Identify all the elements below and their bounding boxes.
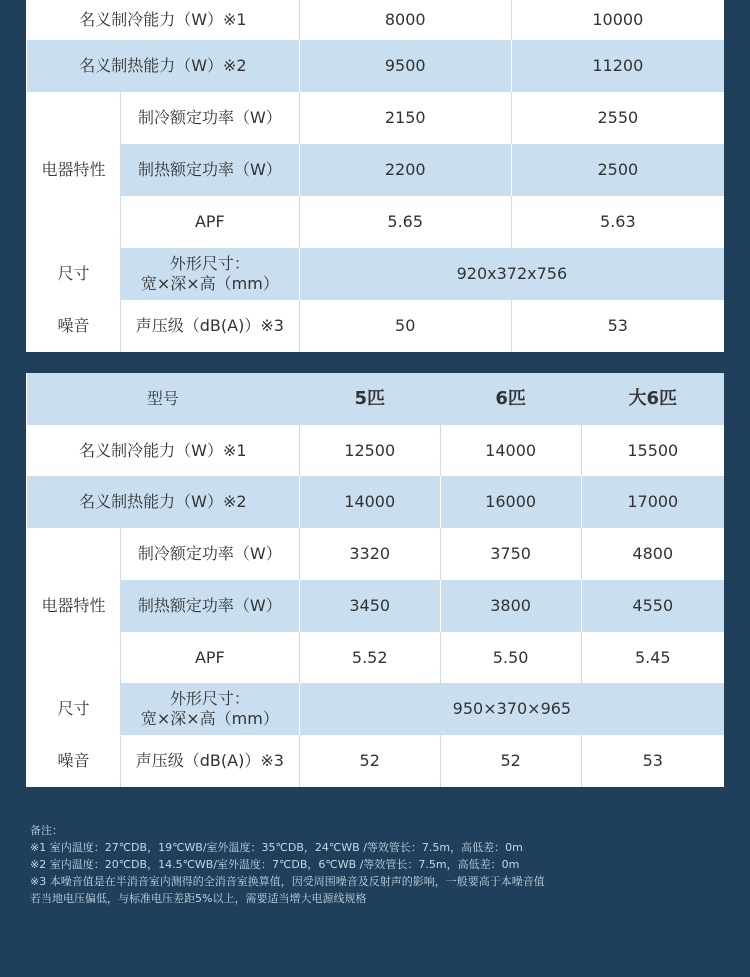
table-row — [27, 735, 725, 787]
cell-value: 14000 — [440, 425, 581, 476]
cell-value: 3750 — [440, 528, 581, 580]
cell-value: 3800 — [440, 580, 581, 632]
group-label-electrical: 电器特性 — [27, 92, 121, 248]
cell-value: 10000 — [511, 0, 724, 40]
row-label: 制热额定功率（W） — [120, 580, 299, 632]
cell-value: 5.50 — [440, 632, 581, 683]
cell-value: 5.63 — [511, 196, 724, 248]
spec-table-1 — [26, 0, 724, 352]
cell-value: 15500 — [581, 425, 724, 476]
header-model: 型号 — [27, 373, 300, 425]
cell-value: 950×370×965 — [299, 683, 724, 735]
cell-value: 5.45 — [581, 632, 724, 683]
dimensions-label-line1: 外形尺寸： — [169, 254, 250, 273]
table-row — [27, 528, 725, 580]
cell-value: 3320 — [299, 528, 440, 580]
row-label: 制热额定功率（W） — [120, 144, 299, 196]
dimensions-label-line2: 宽×深×高（mm） — [140, 274, 279, 293]
cell-value: 11200 — [511, 40, 724, 92]
cell-value: 53 — [511, 300, 724, 352]
table-row — [27, 144, 725, 196]
cell-value: 50 — [299, 300, 511, 352]
row-label: 名义制热能力（W）※2 — [27, 40, 300, 92]
group-label-electrical: 电器特性 — [27, 528, 121, 683]
table-row — [27, 580, 725, 632]
header-col: 大6匹 — [581, 373, 724, 425]
row-label — [120, 683, 299, 735]
row-label: 制冷额定功率（W） — [120, 92, 299, 144]
dimensions-label-line2: 宽×深×高（mm） — [140, 709, 279, 728]
note-1: ※1 室内温度：27℃DB，19℃WB/室外温度：35℃DB，24℃WB /等效管长：7.5m，高低差：0m — [30, 841, 523, 854]
table-row — [27, 300, 725, 352]
row-label — [120, 248, 299, 300]
group-label-noise: 噪音 — [27, 735, 121, 787]
group-label-noise: 噪音 — [27, 300, 121, 352]
cell-value: 2550 — [511, 92, 724, 144]
row-label: 声压级（dB(A)）※3 — [120, 300, 299, 352]
row-label: 声压级（dB(A)）※3 — [120, 735, 299, 787]
cell-value: 2150 — [299, 92, 511, 144]
cell-value: 8000 — [299, 0, 511, 40]
row-label: 名义制冷能力（W）※1 — [27, 0, 300, 40]
cell-value: 17000 — [581, 476, 724, 528]
table-row — [27, 425, 725, 476]
table-row — [27, 0, 725, 40]
table-row — [27, 632, 725, 683]
row-label: APF — [120, 632, 299, 683]
row-label: APF — [120, 196, 299, 248]
table-row — [27, 40, 725, 92]
cell-value: 52 — [440, 735, 581, 787]
table-header-row — [27, 373, 725, 425]
table-row — [27, 92, 725, 144]
group-label-size: 尺寸 — [27, 248, 121, 300]
row-label: 名义制冷能力（W）※1 — [27, 425, 300, 476]
cell-value: 16000 — [440, 476, 581, 528]
table-row — [27, 683, 725, 735]
dimensions-label-line1: 外形尺寸： — [169, 689, 250, 708]
cell-value: 4800 — [581, 528, 724, 580]
spec-table-2 — [26, 373, 724, 787]
row-label: 制冷额定功率（W） — [120, 528, 299, 580]
table-row — [27, 196, 725, 248]
cell-value: 9500 — [299, 40, 511, 92]
notes-title: 备注： — [30, 824, 63, 837]
header-col: 5匹 — [299, 373, 440, 425]
cell-value: 12500 — [299, 425, 440, 476]
note-2: ※2 室内温度：20℃DB，14.5℃WB/室外温度：7℃DB，6℃WB /等效管长：7.5m，高低差：0m — [30, 858, 520, 871]
note-3: ※3 本噪音值是在半消音室内测得的全消音室换算值，因受周围噪音及反射声的影响，一般要高于本噪音值 — [30, 875, 545, 888]
cell-value: 52 — [299, 735, 440, 787]
row-label: 名义制热能力（W）※2 — [27, 476, 300, 528]
cell-value: 53 — [581, 735, 724, 787]
notes-section — [30, 822, 730, 907]
table-row — [27, 248, 725, 300]
cell-value: 920x372x756 — [299, 248, 724, 300]
header-col: 6匹 — [440, 373, 581, 425]
cell-value: 2500 — [511, 144, 724, 196]
group-label-size: 尺寸 — [27, 683, 121, 735]
note-4: 若当地电压偏低，与标准电压差距5%以上，需要适当增大电源线规格 — [30, 892, 367, 905]
cell-value: 4550 — [581, 580, 724, 632]
cell-value: 2200 — [299, 144, 511, 196]
table-row — [27, 476, 725, 528]
cell-value: 14000 — [299, 476, 440, 528]
cell-value: 5.52 — [299, 632, 440, 683]
cell-value: 5.65 — [299, 196, 511, 248]
cell-value: 3450 — [299, 580, 440, 632]
